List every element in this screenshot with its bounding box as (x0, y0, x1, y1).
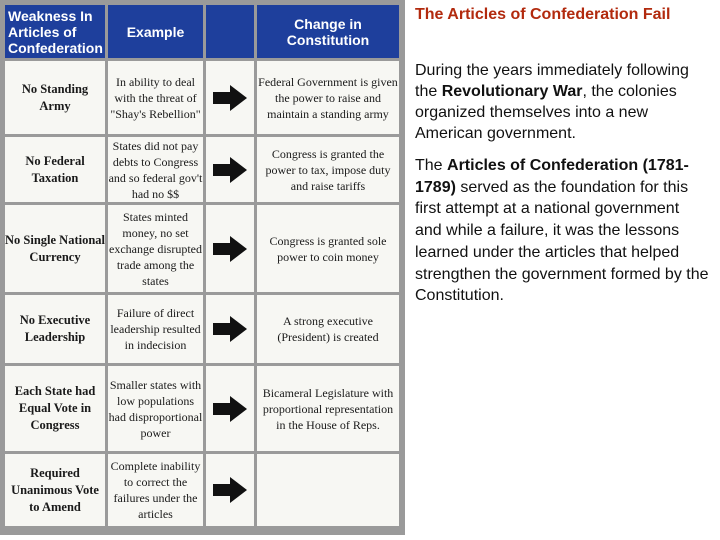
intro-text-end: , the colonies organized themselves into a new American government. (415, 83, 677, 142)
example-cell: States minted money, no set exchange disrupted trade among the states (108, 205, 203, 292)
intro-text-start: During the years immediately following the (415, 62, 689, 100)
articles-paragraph (415, 155, 710, 307)
header-row (5, 5, 399, 58)
weakness-cell: No Standing Army (5, 61, 105, 134)
header-weakness: Weakness In Articles of Confederation (5, 5, 105, 58)
header-spacer (206, 5, 254, 58)
comparison-grid (2, 2, 402, 529)
right-arrow-icon (213, 157, 247, 183)
articles-text-start: The (415, 157, 448, 174)
weakness-cell: No Federal Taxation (5, 137, 105, 202)
intro-paragraph (415, 60, 715, 144)
weakness-cell: No Single National Currency (5, 205, 105, 292)
change-cell (257, 454, 399, 526)
header-change: Change in Constitution (257, 5, 399, 58)
right-arrow-icon (213, 236, 247, 262)
revolutionary-war-term: Revolutionary War (441, 83, 583, 100)
arrow-cell (206, 366, 254, 451)
arrow-cell (206, 295, 254, 363)
table-row (5, 295, 399, 363)
arrow-cell (206, 61, 254, 134)
right-arrow-icon (213, 396, 247, 422)
header-example: Example (108, 5, 203, 58)
weakness-cell: Required Unanimous Vote to Amend (5, 454, 105, 526)
weakness-cell: Each State had Equal Vote in Congress (5, 366, 105, 451)
table-row (5, 366, 399, 451)
example-cell: In ability to deal with the threat of "Shay's Rebellion" (108, 61, 203, 134)
slide-title: The Articles of Confederation Fail (415, 6, 671, 23)
change-cell: Federal Government is given the power to raise and maintain a standing army (257, 61, 399, 134)
right-arrow-icon (213, 316, 247, 342)
example-cell: Complete inability to correct the failures under the articles (108, 454, 203, 526)
change-cell: A strong executive (President) is created (257, 295, 399, 363)
right-arrow-icon (213, 85, 247, 111)
change-cell: Congress is granted the power to tax, impose duty and raise tariffs (257, 137, 399, 202)
example-cell: Smaller states with low populations had disproportional power (108, 366, 203, 451)
change-cell: Bicameral Legislature with proportional representation in the House of Reps. (257, 366, 399, 451)
change-cell: Congress is granted sole power to coin money (257, 205, 399, 292)
weakness-cell: No Executive Leadership (5, 295, 105, 363)
articles-text-end: served as the foundation for this first attempt at a national government and while a failure, it was the lessons learned under the articles that helped strengthen the government formed by the Constitution. (415, 178, 709, 305)
right-arrow-icon (213, 477, 247, 503)
arrow-cell (206, 454, 254, 526)
example-cell: States did not pay debts to Congress and so federal gov't had no $$ (108, 138, 203, 201)
table-row (5, 137, 399, 202)
table-row (5, 454, 399, 526)
table-row (5, 61, 399, 134)
arrow-cell (206, 205, 254, 292)
arrow-cell (206, 137, 254, 202)
table-row (5, 205, 399, 292)
example-cell: Failure of direct leadership resulted in indecision (108, 295, 203, 363)
articles-term: Articles of Confederation (1781-1789) (415, 157, 689, 196)
